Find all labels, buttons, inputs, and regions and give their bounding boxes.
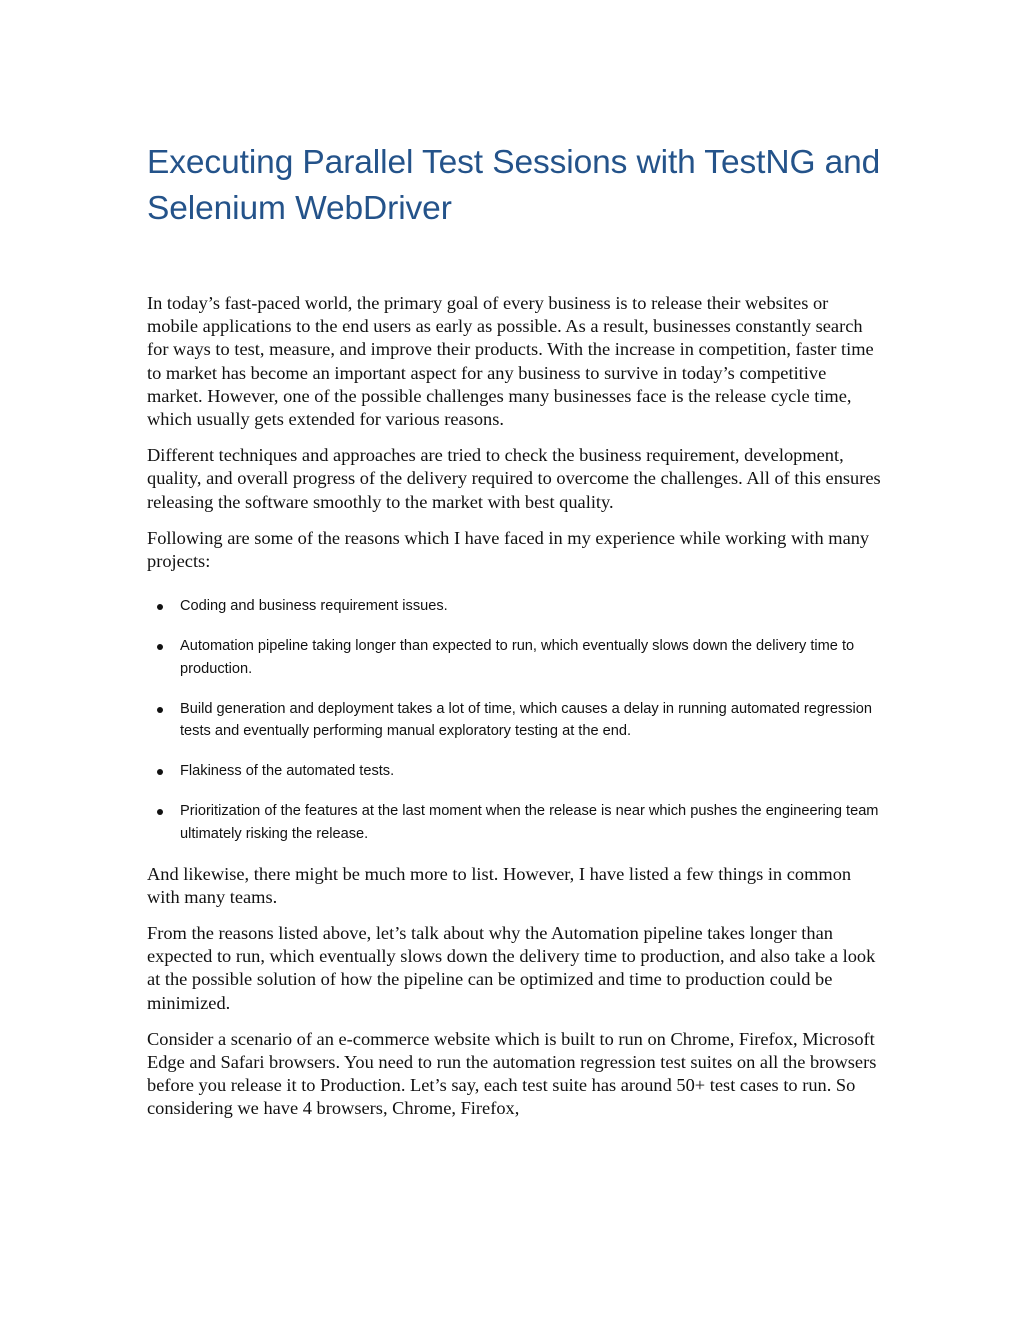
bullet-icon — [157, 769, 163, 775]
document-page — [147, 140, 882, 1134]
list-item — [147, 595, 882, 618]
list-item-text: Coding and business requirement issues. — [180, 598, 448, 615]
likewise-paragraph: And likewise, there might be much more to list. However, I have listed a few things in common with many teams. — [147, 863, 852, 907]
list-item-text: Build generation and deployment takes a lot of time, which causes a delay in running automated regression tests and eventually performing manual exploratory testing at the end. — [180, 700, 872, 740]
bullet-icon — [157, 707, 163, 713]
list-item — [147, 760, 882, 783]
list-item-text: Automation pipeline taking longer than expected to run, which eventually slows down the delivery time to production. — [180, 638, 855, 677]
list-item — [147, 800, 882, 846]
scenario-paragraph: Consider a scenario of an e-commerce website which is built to run on Chrome, Firefox, Microsoft Edge and Safari browsers. You need to run the automation regression test suites on all the browsers before you release it to Production. Let’s say, each test suite has around 50+ test cases to run. So considering we have 4 browsers, Chrome, Firefox, — [147, 1028, 877, 1119]
document-title: Executing Parallel Test Sessions with TestNG and Selenium WebDriver — [147, 144, 881, 227]
reasons-list — [147, 595, 882, 845]
pipeline-paragraph: From the reasons listed above, let’s talk about why the Automation pipeline takes longer than expected to run, which eventually slows down the delivery time to production, and also take a look at the possible solution of how the pipeline can be optimized and time to production could be minimized. — [147, 923, 876, 1013]
techniques-paragraph: Different techniques and approaches are tried to check the business requirement, development, quality, and overall progress of the delivery required to overcome the challenges. All of this ensures releasing the software smoothly to the market with best quality. — [147, 445, 881, 512]
list-item-text: Prioritization of the features at the last moment when the release is near which pushes the engineering team ultimately risking the release. — [180, 803, 879, 842]
reasons-intro-paragraph: Following are some of the reasons which I have faced in my experience while working with many projects: — [147, 527, 870, 572]
bullet-icon — [157, 604, 163, 610]
bullet-icon — [157, 809, 163, 815]
list-item-text: Flakiness of the automated tests. — [180, 763, 395, 780]
bullet-icon — [157, 644, 163, 650]
intro-paragraph: In today’s fast-paced world, the primary goal of every business is to release their websites or mobile applications to the end users as early as possible. As a result, businesses constantly search for ways to test, measure, and improve their products. With the increase in competition, faster time to market has become an important aspect for any business to survive in today’s competitive market. However, one of the possible challenges many businesses face is the release cycle time, which usually gets extended for various reasons. — [147, 293, 874, 430]
list-item — [147, 635, 882, 681]
list-item — [147, 698, 882, 744]
